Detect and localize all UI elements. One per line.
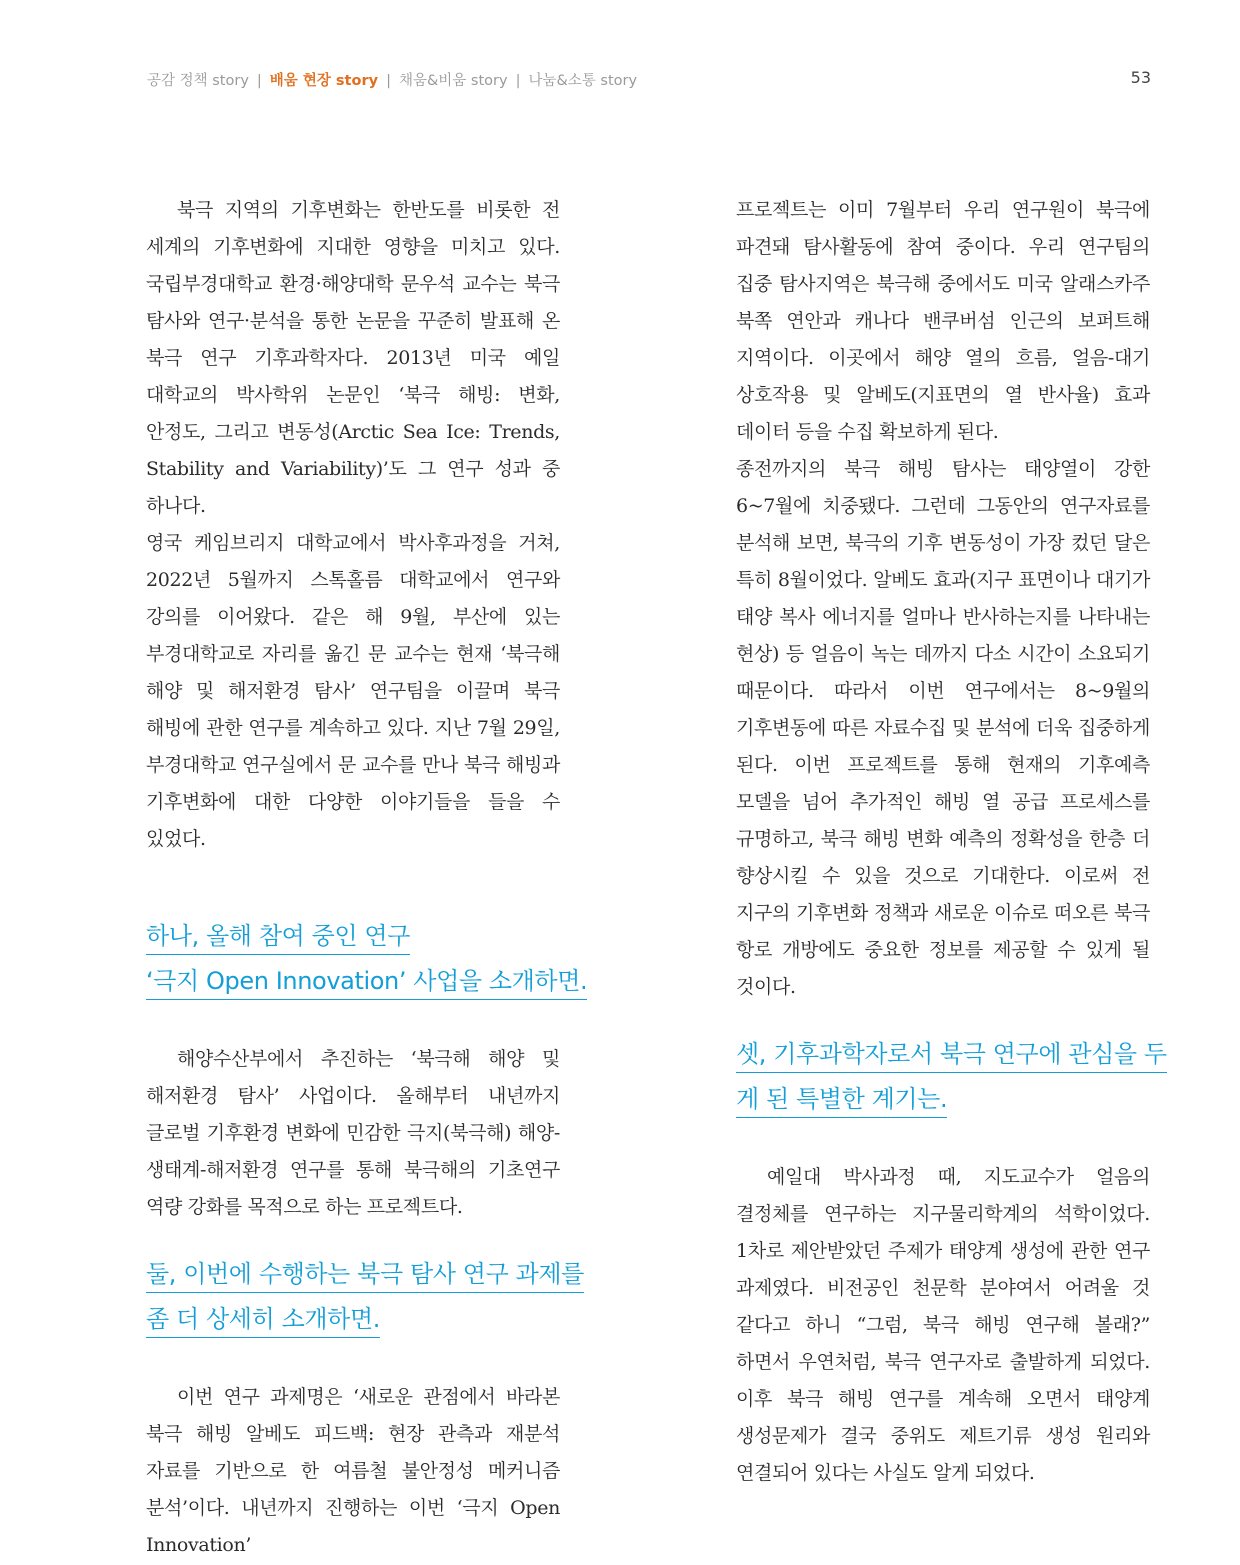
nav-item-learning[interactable]: 배움 현장 story bbox=[269, 73, 379, 89]
question-1-line-2: ‘극지 Open Innovation’ 사업을 소개하면. bbox=[146, 967, 587, 1000]
question-2-heading bbox=[146, 1252, 584, 1342]
answer-1-paragraph: 해양수산부에서 추진하는 ‘북극해 해양 및 해저환경 탐사’ 사업이다. 올해부터 내년까지 글로벌 기후환경 변화에 민감한 극지(북극해) 해양-생태계-해저환경 연구를 통해 북극해의 기초연구 역량 강화를 목적으로 하는 프로젝트다. bbox=[146, 1048, 560, 1218]
right-paragraph-1: 프로젝트는 이미 7월부터 우리 연구원이 북극에 파견돼 탐사활동에 참여 중이다. 우리 연구팀의 집중 탐사지역은 북극해 중에서도 미국 알래스카주 북쪽 연안과 캐나다 밴쿠버섬 인근의 보퍼트해 지역이다. 이곳에서 해양 열의 흐름, 얼음-대기 상호작용 및 알베도(지표면의 열 반사율) 효과 데이터 등을 수집 확보하게 된다. bbox=[736, 199, 1150, 443]
question-2-line-2: 좀 더 상세히 소개하면. bbox=[146, 1305, 380, 1338]
intro-paragraph-2: 영국 케임브리지 대학교에서 박사후과정을 거쳐, 2022년 5월까지 스톡홀름 대학교에서 연구와 강의를 이어왔다. 같은 해 9월, 부산에 있는 부경대학교로 자리를 옮긴 문 교수는 현재 ‘북극해 해양 및 해저환경 탐사’ 연구팀을 이끌며 북극 해빙에 관한 연구를 계속하고 있다. 지난 7월 29일, 부경대학교 연구실에서 문 교수를 만나 북극 해빙과 기후변화에 대한 다양한 이야기들을 들을 수 있었다. bbox=[146, 532, 560, 850]
nav-item-share[interactable]: 나눔&소통 story bbox=[528, 73, 638, 89]
right-paragraph-2: 종전까지의 북극 해빙 탐사는 태양열이 강한 6~7월에 치중됐다. 그런데 그동안의 연구자료를 분석해 보면, 북극의 기후 변동성이 가장 컸던 달은 특히 8월이었다. 알베도 효과(지구 표면이나 대기가 태양 복사 에너지를 얼마나 반사하는지를 나타내는 현상) 등 얼음이 녹는 데까지 다소 시간이 소요되기 때문이다. 따라서 이번 연구에서는 8~9월의 기후변동에 따른 자료수집 및 분석에 더욱 집중하게 된다. 이번 프로젝트를 통해 현재의 기후예측 모델을 넘어 추가적인 해빙 열 공급 프로세스를 규명하고, 북극 해빙 변화 예측의 정확성을 한층 더 향상시킬 수 있을 것으로 기대한다. 이로써 전 지구의 기후변화 정책과 새로운 이슈로 떠오른 북극 항로 개방에도 중요한 정보를 제공할 수 있게 될 것이다. bbox=[736, 458, 1150, 998]
page-header bbox=[147, 66, 1157, 92]
answer-3-paragraph: 예일대 박사과정 때, 지도교수가 얼음의 결정체를 연구하는 지구물리학계의 석학이었다. 1차로 제안받았던 주제가 태양계 생성에 관한 연구 과제였다. 비전공인 천문학 분야여서 어려울 것 같다고 하니 “그럼, 북극 해빙 연구해 볼래?” 하면서 우연처럼, 북극 연구자로 출발하게 되었다. 이후 북극 해빙 연구를 계속해 오면서 태양계 생성문제가 결국 중위도 제트기류 생성 원리와 연결되어 있다는 사실도 알게 되었다. bbox=[736, 1166, 1150, 1484]
intro-paragraph-1: 북극 지역의 기후변화는 한반도를 비롯한 전 세계의 기후변화에 지대한 영향을 미치고 있다. 국립부경대학교 환경·해양대학 문우석 교수는 북극 탐사와 연구·분석을 통한 논문을 꾸준히 발표해 온 북극 연구 기후과학자다. 2013년 미국 예일 대학교의 박사학위 논문인 ‘북극 해빙: 변화, 안정도, 그리고 변동성(Arctic Sea Ice: Trends, Stability and Variability)’도 그 연구 성과 중 하나다. bbox=[146, 199, 560, 517]
left-column bbox=[146, 192, 588, 1564]
question-1-line-1: 하나, 올해 참여 중인 연구 bbox=[146, 922, 410, 955]
nav-separator: | bbox=[515, 73, 521, 89]
section-nav bbox=[147, 69, 637, 90]
question-1-heading bbox=[146, 914, 588, 1004]
nav-separator: | bbox=[386, 73, 391, 89]
question-3-line-2: 게 된 특별한 계기는. bbox=[736, 1085, 947, 1118]
question-2-line-1: 둘, 이번에 수행하는 북극 탐사 연구 과제를 bbox=[146, 1260, 584, 1293]
question-3-line-1: 셋, 기후과학자로서 북극 연구에 관심을 두 bbox=[736, 1040, 1167, 1073]
answer-2-paragraph: 이번 연구 과제명은 ‘새로운 관점에서 바라본 북극 해빙 알베도 피드백: 현장 관측과 재분석 자료를 기반으로 한 여름철 불안정성 메커니즘 분석’이다. 내년까지 진행하는 이번 ‘극지 Open Innovation’ bbox=[146, 1386, 560, 1556]
nav-separator: | bbox=[256, 73, 262, 89]
question-3-heading bbox=[736, 1032, 1167, 1122]
right-column bbox=[736, 192, 1167, 1492]
nav-item-fill-empty[interactable]: 채움&비움 story bbox=[398, 73, 508, 89]
page-number: 53 bbox=[1130, 68, 1151, 87]
nav-item-policy[interactable]: 공감 정책 story bbox=[147, 73, 249, 89]
